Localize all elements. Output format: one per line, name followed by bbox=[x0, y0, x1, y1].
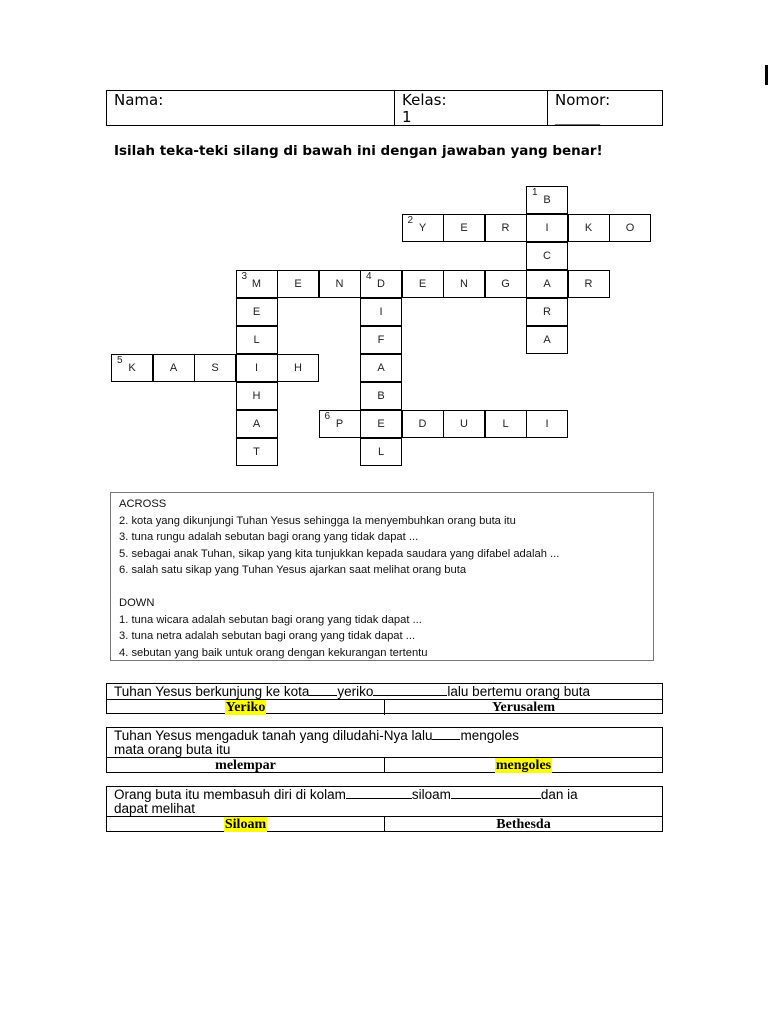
question-3 bbox=[106, 786, 663, 832]
crossword-cell[interactable]: G bbox=[485, 270, 527, 298]
crossword-cell[interactable]: E bbox=[402, 270, 444, 298]
clue-number: 4 bbox=[366, 271, 372, 282]
question-1-answer: yeriko bbox=[337, 684, 374, 699]
crossword-cell[interactable]: D 4 bbox=[360, 270, 402, 298]
crossword-cell[interactable]: N bbox=[443, 270, 485, 298]
crossword-cell[interactable]: A bbox=[153, 354, 195, 382]
crossword-cell[interactable]: I bbox=[360, 298, 402, 326]
crossword-cell[interactable]: A bbox=[236, 410, 278, 438]
crossword-cell[interactable]: L bbox=[360, 438, 402, 466]
crossword-cell[interactable]: Y 2 bbox=[402, 214, 444, 242]
clue-number: 3 bbox=[241, 271, 248, 282]
clue-number: 1 bbox=[532, 187, 538, 198]
crossword-cell[interactable]: F bbox=[360, 326, 402, 354]
crossword-grid bbox=[0, 0, 768, 480]
question-2-text: Tuhan Yesus mengaduk tanah yang diludahi-Nya lalu mengoles mata orang buta itu bbox=[107, 728, 662, 758]
crossword-cell[interactable]: E bbox=[236, 298, 278, 326]
down-title: DOWN bbox=[119, 596, 155, 609]
crossword-cell[interactable]: O bbox=[609, 214, 651, 242]
crossword-cell[interactable]: K 5 bbox=[111, 354, 153, 382]
crossword-cell[interactable]: P 6 bbox=[319, 410, 361, 438]
option-mengoles[interactable]: mengoles bbox=[495, 758, 552, 773]
question-2-options bbox=[107, 758, 662, 773]
nomor-blank: ______ bbox=[555, 108, 600, 126]
clue-number: 6 bbox=[324, 411, 331, 422]
crossword-cell[interactable]: K bbox=[568, 214, 610, 242]
nama-label: Nama: bbox=[114, 91, 164, 109]
clue-number: 5 bbox=[117, 355, 123, 366]
across-clue-5: 5. sebagai anak Tuhan, sikap yang kita tunjukkan kepada saudara yang difabel adalah ... bbox=[119, 547, 560, 560]
option-yeriko[interactable]: Yeriko bbox=[107, 700, 385, 715]
clue-number: 2 bbox=[407, 215, 414, 226]
question-1 bbox=[106, 683, 663, 714]
question-1-options bbox=[107, 700, 662, 715]
crossword-cell[interactable]: I bbox=[236, 354, 278, 382]
crossword-cell[interactable]: E bbox=[277, 270, 319, 298]
option-melempar[interactable]: melempar bbox=[107, 758, 385, 773]
crossword-cell[interactable]: A bbox=[526, 326, 568, 354]
crossword-cell[interactable]: H bbox=[277, 354, 319, 382]
crossword-cell[interactable]: C bbox=[526, 242, 568, 270]
kelas-value: 1 bbox=[402, 108, 412, 126]
crossword-cell[interactable]: I bbox=[526, 214, 568, 242]
question-3-options bbox=[107, 817, 662, 832]
down-clue-1: 1. tuna wicara adalah sebutan bagi orang yang tidak dapat ... bbox=[119, 613, 422, 626]
across-title: ACROSS bbox=[119, 498, 167, 510]
option-siloam[interactable]: Siloam bbox=[107, 817, 385, 832]
crossword-cell[interactable]: L bbox=[485, 410, 527, 438]
crossword-cell[interactable]: L bbox=[236, 326, 278, 354]
crossword-cell[interactable]: A bbox=[360, 354, 402, 382]
crossword-cell[interactable]: I bbox=[526, 410, 568, 438]
option-bethesda[interactable]: Bethesda bbox=[496, 817, 551, 832]
crossword-cell[interactable]: E bbox=[360, 410, 402, 438]
clues-box bbox=[110, 492, 654, 661]
crossword-cell[interactable]: A bbox=[526, 270, 568, 298]
crossword-cell[interactable]: R bbox=[568, 270, 610, 298]
crossword-cell[interactable]: H bbox=[236, 382, 278, 410]
option-yerusalem[interactable]: Yerusalem bbox=[492, 700, 555, 715]
crossword-cell[interactable]: U bbox=[443, 410, 485, 438]
crossword-cell[interactable]: T bbox=[236, 438, 278, 466]
crossword-cell[interactable]: B 1 bbox=[526, 186, 568, 214]
question-2 bbox=[106, 727, 663, 773]
crossword-cell[interactable]: M 3 bbox=[236, 270, 278, 298]
across-clue-6: 6. salah satu sikap yang Tuhan Yesus ajarkan saat melihat orang buta bbox=[119, 564, 467, 577]
down-clue-4: 4. sebutan yang baik untuk orang dengan kekurangan tertentu bbox=[119, 646, 428, 659]
across-clue-3: 3. tuna rungu adalah sebutan bagi orang yang tidak dapat ... bbox=[119, 531, 419, 544]
crossword-cell[interactable]: S bbox=[194, 354, 236, 382]
crossword-cell[interactable]: N bbox=[319, 270, 361, 298]
across-clue-2: 2. kota yang dikunjungi Tuhan Yesus sehingga Ia menyembuhkan orang buta itu bbox=[119, 514, 516, 527]
nomor-label: Nomor: bbox=[555, 91, 611, 109]
down-clue-3: 3. tuna netra adalah sebutan bagi orang yang tidak dapat ... bbox=[119, 630, 416, 643]
crossword-cell[interactable]: R bbox=[526, 298, 568, 326]
instruction-text: Isilah teka-teki silang di bawah ini dengan jawaban yang benar! bbox=[114, 143, 603, 159]
question-3-answer: siloam bbox=[411, 787, 451, 802]
crossword-cell[interactable]: E bbox=[443, 214, 485, 242]
kelas-label: Kelas: bbox=[402, 91, 447, 109]
question-1-text: Tuhan Yesus berkunjung ke kota yeriko lalu bertemu orang buta bbox=[107, 684, 662, 700]
crossword-cell[interactable]: D bbox=[402, 410, 444, 438]
crossword-cell[interactable]: B bbox=[360, 382, 402, 410]
crossword-cell[interactable]: R bbox=[485, 214, 527, 242]
question-2-answer: mengoles bbox=[460, 728, 520, 743]
question-3-text: Orang buta itu membasuh diri di kolam siloam dan ia dapat melihat bbox=[107, 787, 662, 817]
